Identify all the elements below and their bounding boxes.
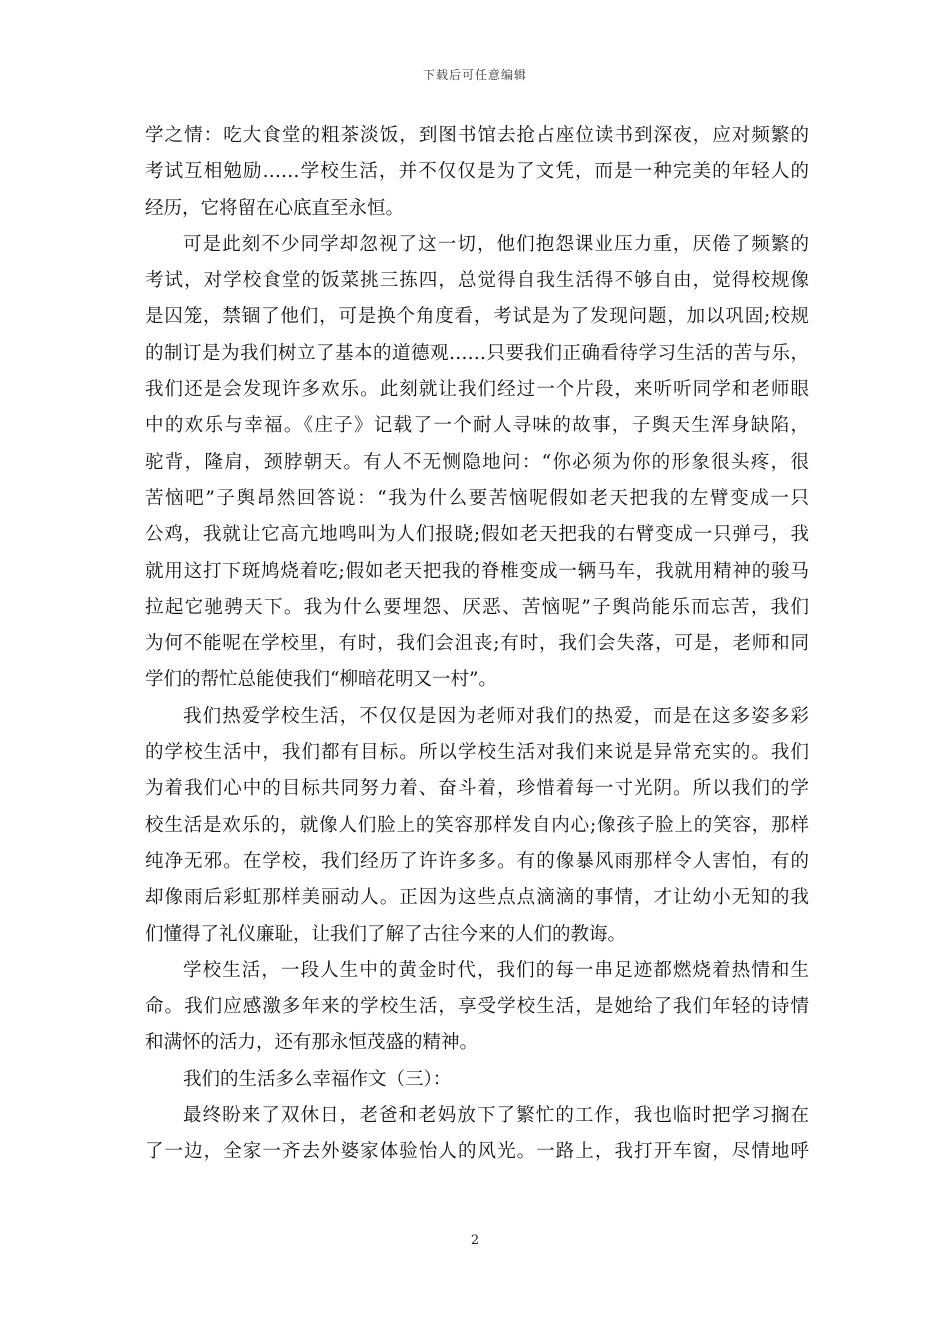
text-line: 了一边，全家一齐去外婆家体验怡人的风光。一路上，我打开车窗，尽情地呼 xyxy=(145,1141,809,1163)
text-line: 学校生活，一段人生中的黄金时代，我们的每一串足迹都燃烧着热情和生 xyxy=(183,959,809,981)
text-line: 可是此刻不少同学却忽视了这一切，他们抱怨课业压力重，厌倦了频繁的 xyxy=(183,233,809,255)
text-line: 们懂得了礼仪廉耻，让我们了解了古往今来的人们的教诲。 xyxy=(145,923,627,945)
text-line: 我们的生活多么幸福作文（三）： xyxy=(183,1068,452,1090)
text-line: 的学校生活中，我们都有目标。所以学校生活对我们来说是异常充实的。我们 xyxy=(145,742,809,764)
text-line: 的制订是为我们树立了基本的道德观……只要我们正确看待学习生活的苦与乐， xyxy=(145,342,809,364)
text-line: 校生活是欢乐的，就像人们脸上的笑容那样发自内心;像孩子脸上的笑容，那样 xyxy=(145,814,809,836)
text-line: 考试互相勉励……学校生活，并不仅仅是为了文凭，而是一种完美的年轻人的 xyxy=(145,161,809,183)
text-line: 命。我们应感激多年来的学校生活，享受学校生活，是她给了我们年轻的诗情 xyxy=(145,996,809,1018)
document-body xyxy=(145,118,809,1171)
text-line: 我们热爱学校生活，不仅仅是因为老师对我们的热爱，而是在这多姿多彩 xyxy=(183,705,809,727)
text-line: 苦恼吧”子舆昂然回答说：“我为什么要苦恼呢假如老天把我的左臂变成一只 xyxy=(145,487,809,509)
text-line: 就用这打下斑鸠烧着吃;假如老天把我的脊椎变成一辆马车，我就用精神的骏马 xyxy=(145,560,809,582)
header-note: 下载后可任意编辑 xyxy=(422,68,527,82)
text-line: 学之情：吃大食堂的粗茶淡饭，到图书馆去抢占座位读书到深夜，应对频繁的 xyxy=(145,125,809,146)
paragraph xyxy=(145,227,809,699)
paragraph xyxy=(145,953,809,1062)
text-line: 拉起它驰骋天下。我为什么要埋怨、厌恶、苦恼呢”子舆尚能乐而忘苦，我们 xyxy=(145,596,809,618)
paragraph xyxy=(145,1062,809,1098)
text-line: 却像雨后彩虹那样美丽动人。正因为这些点点滴滴的事情，才让幼小无知的我 xyxy=(145,887,809,909)
text-line: 学们的帮忙总能使我们“柳暗花明又一村”。 xyxy=(145,669,497,691)
text-line: 最终盼来了双休日，老爸和老妈放下了繁忙的工作，我也临时把学习搁在 xyxy=(183,1105,809,1127)
page-number: 2 xyxy=(470,1233,480,1248)
text-line: 驼背，隆肩，颈脖朝天。有人不无恻隐地问：“你必须为你的形象很头疼，很 xyxy=(145,451,809,473)
paragraph xyxy=(145,699,809,953)
text-line: 是囚笼，禁锢了他们，可是换个角度看，考试是为了发现问题，加以巩固;校规 xyxy=(145,306,809,328)
text-line: 公鸡，我就让它高亢地鸣叫为人们报晓;假如老天把我的右臂变成一只弹弓，我 xyxy=(145,524,809,546)
text-line: 纯净无邪。在学校，我们经历了许许多多。有的像暴风雨那样令人害怕，有的 xyxy=(145,850,809,872)
text-line: 为何不能呢在学校里，有时，我们会沮丧;有时，我们会失落，可是，老师和同 xyxy=(145,633,809,655)
text-line: 和满怀的活力，还有那永恒茂盛的精神。 xyxy=(145,1032,479,1054)
paragraph xyxy=(145,118,809,227)
text-line: 为着我们心中的目标共同努力着、奋斗着，珍惜着每一寸光阴。所以我们的学 xyxy=(145,778,809,800)
text-line: 我们还是会发现许多欢乐。此刻就让我们经过一个片段，来听听同学和老师眼 xyxy=(145,379,809,401)
text-line: 经历，它将留在心底直至永恒。 xyxy=(145,197,405,219)
text-line: 中的欢乐与幸福。《庄子》记载了一个耐人寻味的故事，子舆天生浑身缺陷， xyxy=(145,415,809,437)
text-line: 考试，对学校食堂的饭菜挑三拣四，总觉得自我生活得不够自由，觉得校规像 xyxy=(145,270,809,292)
paragraph xyxy=(145,1098,809,1171)
